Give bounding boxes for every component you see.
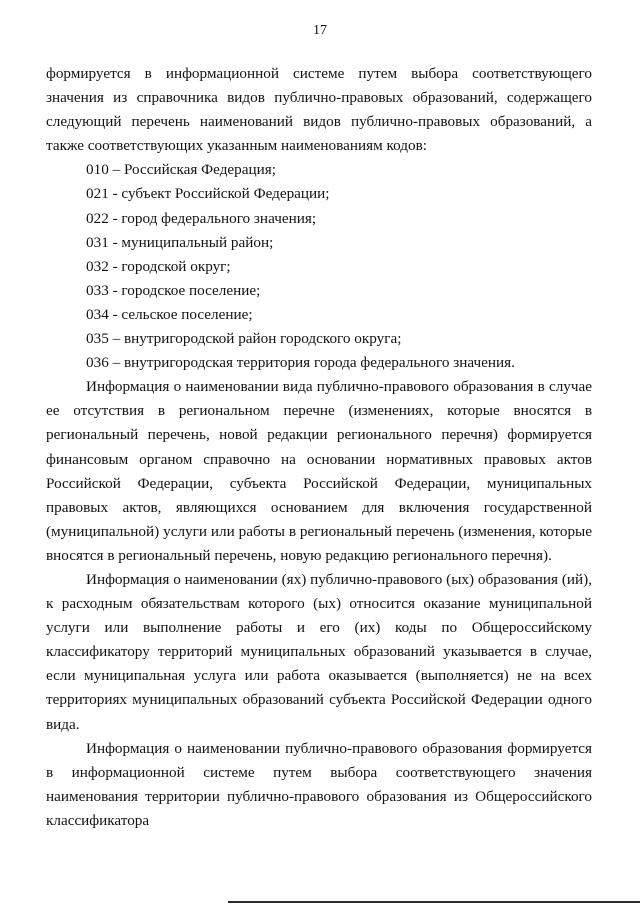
code-item-010: 010 – Российская Федерация;	[86, 161, 276, 179]
code-item-036: 036 – внутригородская территория города федерального значения.	[86, 354, 515, 372]
document-body	[46, 62, 592, 833]
paragraph-expense-obligations: Информация о наименовании (ях) публично-правового (ых) образования (ий), к расходным обязательствам которого (ых) относится оказание муниципальной услуги или выполнение работы и его (их) коды по Общероссийскому классификатору территорий муниципальных образований указывается в случае, если муниципальная услуга или работа оказывается (выполняется) не на всех территориях муниципальных образований субъекта Российской Федерации одного вида.	[46, 570, 592, 733]
code-item-032: 032 - городской округ;	[86, 257, 231, 275]
intro-paragraph: формируется в информационной системе путем выбора соответствующего значения из справочника видов публично-правовых образований, содержащего следующий перечень наименований видов публично-правовых образований, а также соответствующих указанным наименованиям кодов:	[46, 65, 592, 155]
code-item-034: 034 - сельское поселение;	[86, 305, 253, 323]
paragraph-formation-in-system: Информация о наименовании публично-правового образования формируется в информационной системе путем выбора соответствующего значения наименования территории публично-правового образования из Общероссийского классификатора	[46, 739, 592, 829]
code-item-033: 033 - городское поселение;	[86, 281, 261, 299]
code-item-031: 031 - муниципальный район;	[86, 233, 274, 251]
code-item-021: 021 - субъект Российской Федерации;	[86, 185, 330, 203]
paragraph-missing-type-info: Информация о наименовании вида публично-правового образования в случае ее отсутствия в региональном перечне (изменениях, которые вносятся в региональный перечень, новой редакции регионального перечня) формируется финансовым органом справочно на основании нормативных правовых актов Российской Федерации, субъекта Российской Федерации, муниципальных правовых актов, являющихся основанием для включения государственной (муниципальной) услуги или работы в региональный перечень (изменения, которые вносятся в региональный перечень, новую редакцию регионального перечня).	[46, 378, 592, 564]
code-list	[46, 158, 592, 375]
code-item-022: 022 - город федерального значения;	[86, 209, 317, 227]
code-item-035: 035 – внутригородской район городского округа;	[86, 330, 402, 348]
scan-edge-line	[228, 901, 640, 903]
page-number: 17	[313, 23, 327, 38]
